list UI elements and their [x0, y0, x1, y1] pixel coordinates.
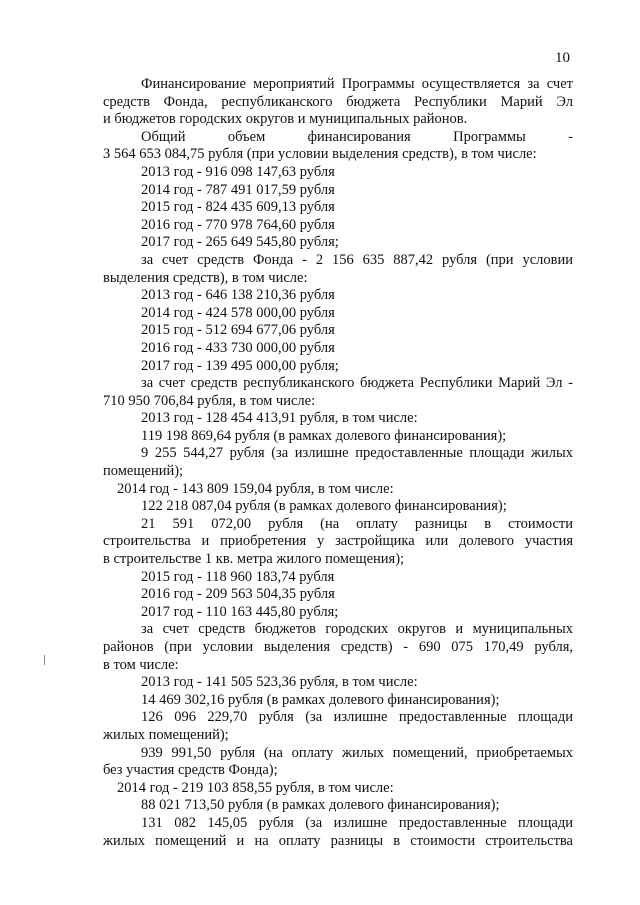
text-line: 3 564 653 084,75 рубля (при условии выделения средств), в том числе: — [103, 146, 537, 163]
text-line: 88 021 713,50 рубля (в рамках долевого финансирования); — [141, 797, 500, 814]
text-line: 9 255 544,27 рубля (за излишне предоставленные площади жилых — [141, 445, 573, 462]
text-line: за счет средств Фонда - 2 156 635 887,42 рубля (при условии — [141, 251, 573, 268]
text-line: без участия средств Фонда); — [103, 762, 278, 779]
text-line: за счет средств республиканского бюджета Республики Марий Эл - — [141, 375, 573, 392]
text-line: средств Фонда, республиканского бюджета Республики Марий Эл — [103, 93, 573, 110]
text-line: 2016 год - 433 730 000,00 рубля — [141, 339, 335, 356]
text-line: районов (при условии выделения средств) - 690 075 170,49 рубля, — [103, 639, 573, 655]
text-line: 2015 год - 824 435 609,13 рубля — [141, 199, 335, 216]
text-line: 126 096 229,70 рубля (за излишне предоставленные площади — [141, 709, 573, 726]
text-line: в строительстве 1 кв. метра жилого помещения); — [103, 551, 405, 568]
text-line: 710 950 706,84 рубля, в том числе: — [103, 392, 316, 409]
text-line: 2017 год - 265 649 545,80 рубля; — [141, 234, 339, 251]
text-line: 131 082 145,05 рубля (за излишне предоставленные площади — [141, 814, 573, 831]
text-line: 21 591 072,00 рубля (на оплату разницы в стоимости — [141, 515, 573, 532]
text-line: 14 469 302,16 рубля (в рамках долевого финансирования); — [141, 691, 500, 708]
text-line: 2014 год - 424 578 000,00 рубля — [141, 304, 335, 321]
text-line: 122 218 087,04 рубля (в рамках долевого финансирования); — [141, 498, 507, 515]
text-line: жилых помещений и на оплату разницы в стоимости строительства — [103, 832, 573, 849]
text-line: 2016 год - 209 563 504,35 рубля — [141, 586, 335, 603]
text-line: 2015 год - 118 960 183,74 рубля — [141, 568, 335, 585]
text-line: выделения средств), в том числе: — [103, 269, 308, 286]
text-line: 119 198 869,64 рубля (в рамках долевого финансирования); — [141, 427, 507, 444]
text-line: и бюджетов городских округов и муниципальных районов. — [103, 111, 468, 128]
text-line: строительства и приобретения у застройщика или долевого участия — [103, 533, 573, 550]
text-line: 2013 год - 646 138 210,36 рубля — [141, 287, 335, 304]
text-line: 2013 год - 141 505 523,36 рубля, в том числе: — [141, 674, 418, 691]
text-line: 2014 год - 143 809 159,04 рубля, в том числе: — [117, 480, 394, 497]
text-line: 2013 год - 916 098 147,63 рубля — [141, 163, 335, 180]
text-line: помещений); — [103, 463, 184, 480]
text-line: 2015 год - 512 694 677,06 рубля — [141, 322, 335, 339]
text-line: Общий объем финансирования Программы - — [141, 128, 573, 145]
text-line: 2016 год - 770 978 764,60 рубля — [141, 216, 335, 233]
scan-margin-mark — [44, 655, 45, 665]
text-line: 939 991,50 рубля (на оплату жилых помещений, приобретаемых — [141, 744, 573, 761]
page-number: 10 — [555, 50, 570, 66]
text-line: Финансирование мероприятий Программы осуществляется за счет — [141, 76, 573, 92]
text-line: за счет средств бюджетов городских округов и муниципальных — [141, 621, 573, 638]
text-line: жилых помещений); — [103, 726, 229, 743]
document-body — [103, 76, 573, 850]
text-line: 2017 год - 139 495 000,00 рубля; — [141, 357, 339, 374]
text-line: 2014 год - 787 491 017,59 рубля — [141, 181, 335, 198]
text-line: 2014 год - 219 103 858,55 рубля, в том числе: — [117, 779, 394, 796]
text-line: 2013 год - 128 454 413,91 рубля, в том числе: — [141, 410, 418, 427]
text-line: в том числе: — [103, 656, 179, 673]
text-line: 2017 год - 110 163 445,80 рубля; — [141, 603, 339, 620]
